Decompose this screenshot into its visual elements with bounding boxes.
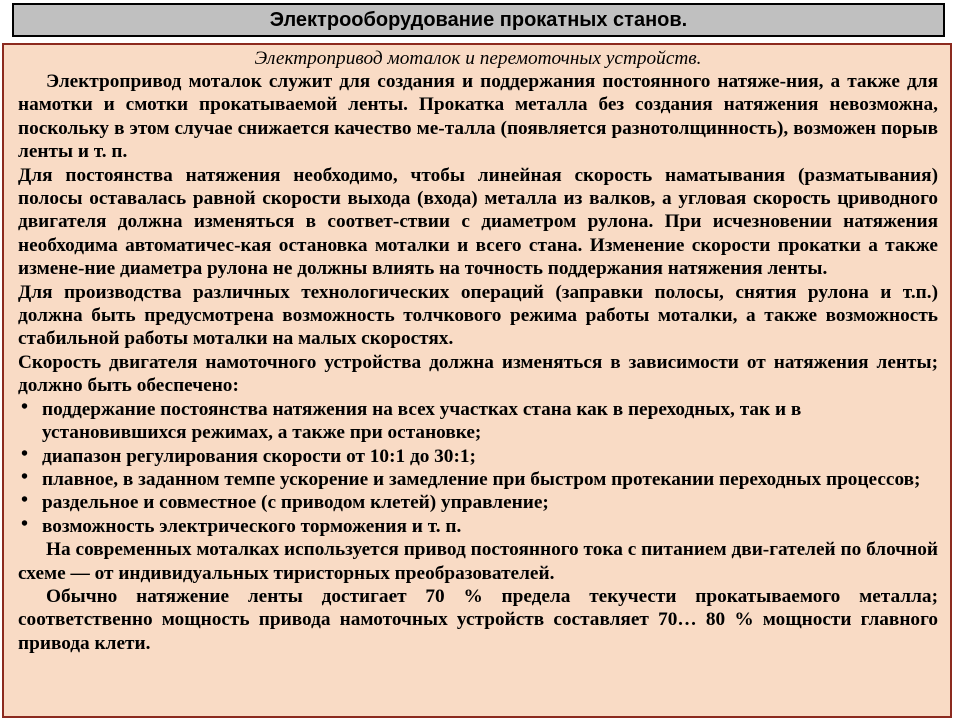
list-item-text: поддержание постоянства натяжения на всех участках стана как в переходных, так и в установившихся режимах, а также при остановке; <box>42 398 802 444</box>
paragraph-dc-drive: На современных моталках используется привод постоянного тока с питанием дви-гателей по блочной схеме — от индивидуальных тиристорных преобразователей. <box>18 539 938 584</box>
bullet-icon: • <box>21 395 29 418</box>
paragraph-intro: Электропривод моталок служит для создания и поддержания постоянного натяже-ния, а также для намотки и смотки прокатываемой ленты. Прокатка металла без создания натяжения невозможна, поскольку в этом случае снижается качество ме-талла (появляется разнотолщинность), возможен порыв ленты и т. п. <box>18 71 938 163</box>
list-item <box>18 465 938 491</box>
list-item <box>18 512 938 538</box>
requirements-list <box>18 395 938 538</box>
paragraph-tension: Для постоянства натяжения необходимо, чтобы линейная скорость наматывания (разматывания) полосы оставалась равной скорости выхода (входа) металла из валков, а угловая скорость цриводного двигателя должна изменяться в соответ-ствии с диаметром рулона. При исчезновении натяжения необходима автоматичес-кая остановка моталки и всего стана. Изменение скорости прокатки а также измене-ние диаметра рулона не должны влиять на точность поддержания натяжения ленты. <box>18 164 938 280</box>
slide-content <box>2 43 952 718</box>
list-item <box>18 395 938 445</box>
list-item-text: возможность электрического торможения и т. п. <box>42 515 462 537</box>
paragraph-speed: Скорость двигателя намоточного устройства должна изменяться в зависимости от натяжения ленты; должно быть обеспечено: <box>18 351 938 397</box>
list-item-text: плавное, в заданном темпе ускорение и замедление при быстром протекании переходных процессов; <box>42 468 921 490</box>
paragraph-power: Обычно натяжение ленты достигает 70 % предела текучести прокатываемого металла; соответственно мощность привода намоточных устройств составляет 70… 80 % мощности главного привода клети. <box>18 585 938 654</box>
bullet-icon: • <box>21 489 29 512</box>
bullet-icon: • <box>21 442 29 465</box>
list-item-text: диапазон регулирования скорости от 10:1 до 30:1; <box>42 445 476 467</box>
list-item <box>18 442 938 468</box>
bullet-icon: • <box>21 465 29 488</box>
slide-title <box>12 3 945 37</box>
list-item <box>18 491 938 514</box>
list-item-text: раздельное и совместное (с приводом клетей) управление; <box>42 492 549 514</box>
slide-title-text: Электрооборудование прокатных станов. <box>269 8 688 31</box>
bullet-icon: • <box>21 512 29 535</box>
paragraph-operations: Для производства различных технологических операций (заправки полосы, снятия рулона и т.п.) должна быть предусмотрена возможность толчкового режима работы моталки, а также возможность стабильной работы моталки на малых скоростях. <box>18 281 938 350</box>
section-subtitle: Электропривод моталок и перемоточных устройств. <box>254 48 702 69</box>
